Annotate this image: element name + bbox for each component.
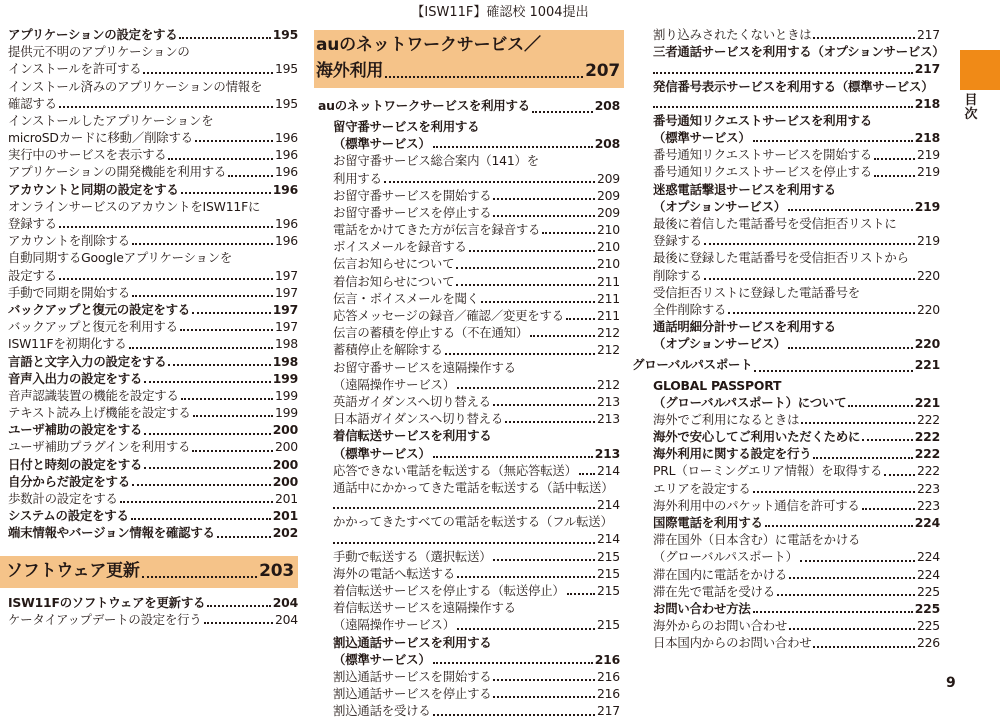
toc-entry[interactable]: （グローバルパスポート） 224: [653, 549, 940, 565]
toc-entry[interactable]: 端末情報やバージョン情報を確認する 202: [8, 525, 298, 541]
toc-entry[interactable]: （遠隔操作サービス） 215: [333, 617, 620, 633]
toc-entry[interactable]: 割込通話を受ける 217: [333, 703, 620, 719]
toc-entry[interactable]: 応答メッセージの録音／確認／変更をする 211: [333, 308, 620, 324]
toc-entry-line: インストール済みのアプリケーションの情報を: [8, 78, 263, 94]
toc-entry[interactable]: 割込通話サービスを停止する 216: [333, 686, 620, 702]
toc-entry-line: 滞在国外（日本含む）に電話をかける: [653, 532, 861, 548]
group-heading: 三者通話サービスを利用する（オプションサービス）: [653, 44, 945, 60]
chapter-band-software-update[interactable]: [0, 556, 298, 588]
toc-entry[interactable]: 番号通知リクエストサービスを開始する 219: [653, 147, 940, 163]
toc-entry-line: お留守番サービスを遠隔操作する: [333, 359, 516, 375]
toc-entry[interactable]: 滞在国内に電話をかける 224: [653, 566, 940, 582]
toc-entry[interactable]: 214: [333, 496, 620, 513]
group-heading: 留守番サービスを利用する: [333, 119, 480, 134]
toc-entry[interactable]: アプリケーションの設定をする 195: [8, 26, 298, 42]
toc-entry[interactable]: ユーザ補助プラグインを利用する 200: [8, 439, 298, 455]
toc-entry[interactable]: 歩数計の設定をする 201: [8, 491, 298, 507]
toc-entry[interactable]: ISW11Fを初期化する 198: [8, 336, 298, 352]
toc-entry[interactable]: 実行中のサービスを表示する 196: [8, 147, 298, 163]
toc-entry[interactable]: 滞在先で電話を受ける 225: [653, 583, 940, 599]
toc-entry[interactable]: （標準サービス） 208: [333, 136, 620, 152]
toc-entry[interactable]: お問い合わせ方法 225: [653, 600, 940, 616]
toc-entry[interactable]: アカウントを削除する 196: [8, 233, 298, 249]
chapter-page: 203: [259, 560, 294, 581]
toc-entry[interactable]: （標準サービス） 218: [653, 130, 940, 146]
toc-entry[interactable]: ISW11Fのソフトウェアを更新する 204: [8, 594, 298, 610]
toc-entry-line: 提供元不明のアプリケーションの: [8, 44, 190, 60]
toc-entry[interactable]: 全件削除する 220: [653, 301, 940, 317]
toc-entry[interactable]: 割り込みされたくないときは 217: [653, 26, 940, 42]
toc-entry-line: 最後に登録した電話番号を受信拒否リストから: [653, 250, 909, 266]
toc-entry[interactable]: 日付と時刻の設定をする 200: [8, 456, 298, 472]
toc-entry[interactable]: 確認する 195: [8, 95, 298, 111]
section-heading[interactable]: グローバルパスポート 221: [632, 356, 940, 372]
toc-entry[interactable]: 自分からだ設定をする 200: [8, 473, 298, 489]
toc-entry[interactable]: アプリケーションの開発機能を利用する 196: [8, 164, 298, 180]
toc-entry[interactable]: アカウントと同期の設定をする 196: [8, 181, 298, 197]
toc-entry[interactable]: （グローバルパスポート）について 221: [653, 394, 940, 410]
chapter-page: 207: [585, 61, 620, 81]
page-header-title: 【ISW11F】確認校 1004提出: [411, 5, 589, 20]
toc-entry[interactable]: 登録する 219: [653, 233, 940, 249]
toc-entry[interactable]: インストールを許可する 195: [8, 61, 298, 77]
toc-entry[interactable]: 電話をかけてきた方が伝言を録音する 210: [333, 222, 620, 238]
toc-entry[interactable]: 英語ガイダンスへ切り替える 213: [333, 393, 620, 409]
group-heading: 着信転送サービスを利用する: [333, 428, 492, 444]
section-heading[interactable]: auのネットワークサービスを利用する 208: [318, 98, 620, 113]
toc-entry-line: 自動同期するGoogleアプリケーションを: [8, 250, 233, 266]
toc-entry[interactable]: バックアップと復元を利用する 197: [8, 319, 298, 335]
toc-entry[interactable]: 言語と文字入力の設定をする 198: [8, 353, 298, 369]
toc-entry-line: 最後に着信した電話番号を受信拒否リストに: [653, 216, 897, 232]
chapter-band-au-network[interactable]: [314, 30, 624, 88]
toc-entry[interactable]: ユーザ補助の設定をする 200: [8, 422, 298, 438]
toc-entry[interactable]: エリアを設定する 223: [653, 480, 940, 496]
page-number: 9: [946, 675, 956, 691]
toc-entry[interactable]: ボイスメールを録音する 210: [333, 239, 620, 255]
toc-entry[interactable]: 伝言お知らせについて 210: [333, 256, 620, 272]
toc-entry[interactable]: 海外利用中のパケット通信を許可する 223: [653, 497, 940, 513]
toc-entry[interactable]: 割込通話サービスを開始する 216: [333, 668, 620, 684]
chapter-title-line1: auのネットワークサービス／: [316, 35, 541, 55]
chapter-title-line2: 海外利用: [316, 61, 384, 81]
toc-entry[interactable]: 番号通知リクエストサービスを停止する 219: [653, 164, 940, 180]
toc-entry[interactable]: テキスト読み上げ機能を設定する 199: [8, 405, 298, 421]
toc-entry[interactable]: 日本語ガイダンスへ切り替える 213: [333, 411, 620, 427]
toc-entry[interactable]: 音声認識装置の機能を設定する 199: [8, 387, 298, 403]
group-heading: 発信番号表示サービスを利用する（標準サービス）: [653, 78, 934, 94]
toc-entry[interactable]: 海外利用に関する設定を行う 222: [653, 446, 940, 462]
toc-entry[interactable]: 蓄積停止を解除する 212: [333, 342, 620, 358]
toc-entry[interactable]: 登録する 196: [8, 216, 298, 232]
group-heading: 迷惑電話撃退サービスを利用する: [653, 181, 836, 197]
toc-entry[interactable]: （標準サービス） 216: [333, 651, 620, 667]
toc-entry[interactable]: 伝言・ボイスメールを聞く 211: [333, 290, 620, 306]
toc-entry[interactable]: 着信転送サービスを停止する（転送停止） 215: [333, 583, 620, 599]
toc-entry[interactable]: 海外でご利用になるときは 222: [653, 411, 940, 427]
toc-entry-line: 着信転送サービスを遠隔操作する: [333, 600, 516, 616]
group-heading: 通話明細分計サービスを利用する: [653, 319, 836, 335]
toc-entry[interactable]: 214: [333, 531, 620, 548]
toc-entry[interactable]: （オプションサービス） 219: [653, 198, 940, 214]
toc-entry[interactable]: 手動で同期を開始する 197: [8, 284, 298, 300]
toc-entry[interactable]: 音声入出力の設定をする 199: [8, 370, 298, 386]
toc-entry[interactable]: 218: [653, 95, 940, 112]
toc-column-2: [318, 26, 620, 720]
toc-entry[interactable]: 削除する 220: [653, 267, 940, 283]
side-tab-marker: [960, 50, 1000, 90]
toc-entry-line: インストールしたアプリケーションを: [8, 112, 214, 128]
toc-column-3: [632, 26, 945, 652]
toc-entry[interactable]: お留守番サービスを開始する 209: [333, 187, 620, 203]
toc-entry[interactable]: PRL（ローミングエリア情報）を取得する 222: [653, 463, 940, 479]
toc-entry-line: オンラインサービスのアカウントをISW11Fに: [8, 198, 261, 214]
toc-entry[interactable]: 217: [653, 60, 940, 77]
toc-entry-line: かかってきたすべての電話を転送する（フル転送）: [333, 514, 613, 530]
toc-entry[interactable]: ケータイアップデートの設定を行う 204: [8, 611, 298, 627]
toc-entry[interactable]: （標準サービス） 213: [333, 445, 620, 461]
toc-entry[interactable]: 海外からのお問い合わせ 225: [653, 618, 940, 634]
toc-entry[interactable]: システムの設定をする 201: [8, 508, 298, 524]
chapter-title: ソフトウェア更新: [6, 560, 140, 581]
toc-entry[interactable]: （オプションサービス） 220: [653, 336, 940, 352]
toc-entry[interactable]: お留守番サービスを停止する 209: [333, 204, 620, 220]
toc-entry[interactable]: 伝言の蓄積を停止する（不在通知） 212: [333, 325, 620, 341]
toc-column-1: [8, 26, 298, 628]
toc-entry[interactable]: 国際電話を利用する 224: [653, 515, 940, 531]
toc-entry-line: お留守番サービス総合案内（141）を: [333, 153, 539, 169]
side-tab-label: 目次: [964, 93, 978, 122]
toc-entry[interactable]: 手動で転送する（選択転送） 215: [333, 548, 620, 564]
toc-entry[interactable]: 応答できない電話を転送する（無応答転送） 214: [333, 462, 620, 478]
toc-entry[interactable]: バックアップと復元の設定をする 197: [8, 301, 298, 317]
toc-entry-line: 通話中にかかってきた電話を転送する（話中転送）: [333, 479, 614, 495]
toc-entry[interactable]: 日本国内からのお問い合わせ 226: [653, 635, 940, 651]
toc-entry[interactable]: （遠隔操作サービス） 212: [333, 376, 620, 392]
toc-entry[interactable]: 設定する 197: [8, 267, 298, 283]
toc-entry[interactable]: microSDカードに移動／削除する 196: [8, 130, 298, 146]
group-heading: 番号通知リクエストサービスを利用する: [653, 112, 872, 128]
group-heading: GLOBAL PASSPORT: [653, 377, 782, 393]
toc-entry[interactable]: 着信お知らせについて 211: [333, 273, 620, 289]
toc-entry[interactable]: 海外で安心してご利用いただくために 222: [653, 429, 940, 445]
group-heading: 割込通話サービスを利用する: [333, 634, 492, 650]
toc-entry[interactable]: 海外の電話へ転送する 215: [333, 565, 620, 581]
toc-entry-line: 受信拒否リストに登録した電話番号を: [653, 284, 860, 300]
toc-entry[interactable]: 利用する 209: [333, 170, 620, 186]
